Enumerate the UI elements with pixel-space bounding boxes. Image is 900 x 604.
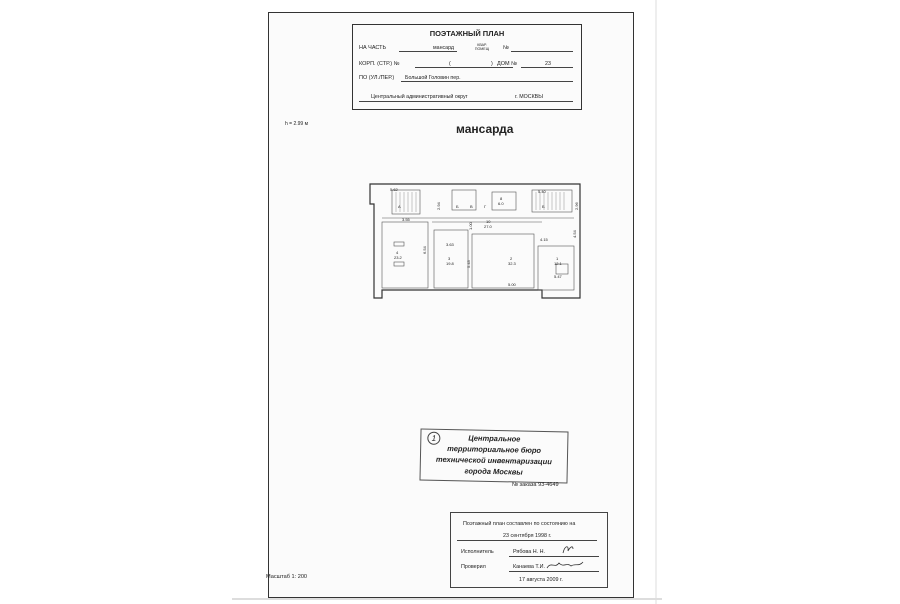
row3-value: Большой Головин пер. (405, 75, 461, 81)
row3-label: ПО (УЛ./ПЕР.) (359, 75, 395, 81)
row3-underline (401, 81, 573, 82)
room-2-outline (472, 234, 534, 288)
row2-dom-value: 23 (545, 61, 551, 67)
info-underline-1 (457, 540, 597, 541)
dim-label: 4.15 (540, 237, 548, 242)
room-8-area: 6.0 (498, 201, 504, 206)
room-1-area: 12.1 (554, 261, 562, 266)
row1-label: НА ЧАСТЬ (359, 45, 387, 51)
zone-letter: А (398, 204, 401, 209)
bti-stamp (419, 428, 568, 483)
info-date-2: 17 августа 2009 г. (519, 577, 563, 583)
dim-label: 4.54 (572, 230, 577, 238)
header-box (352, 24, 582, 110)
stamp-line-2: территориальное бюро (447, 444, 542, 455)
checked-name: Канаева Т.И. (513, 564, 545, 570)
stair-left (392, 190, 420, 214)
room-3-area: 19.8 (446, 261, 454, 266)
dim-label: 5.43 (466, 260, 471, 268)
radiator (394, 242, 404, 246)
executor-label: Исполнитель (461, 549, 494, 555)
row1-value: мансард (433, 45, 455, 51)
checked-label: Проверил (461, 564, 486, 570)
dim-label: 2.94 (436, 202, 441, 210)
zone-letter: Б (542, 204, 545, 209)
zone-letter: Г (484, 204, 487, 209)
dim-label: 6.54 (422, 246, 427, 254)
dim-label: 3.55 (402, 217, 410, 222)
room-4-outline (382, 222, 428, 288)
dim-label: 5.47 (554, 274, 562, 279)
floor-title: мансарда (456, 122, 514, 136)
room-2-area: 32.3 (508, 261, 516, 266)
row2-dom-underline (521, 67, 573, 68)
room-2-no: 2 (510, 256, 513, 261)
outer-wall (370, 184, 580, 298)
info-line-1: Поэтажный план составлен по состоянию на (463, 521, 576, 527)
dim-label: 5.62 (390, 187, 398, 192)
dim-label: 5.40 (538, 189, 546, 194)
info-date-1: 23 сентября 1998 г. (503, 533, 552, 539)
room-1-no: 1 (556, 256, 559, 261)
kvar-top: КВАР. (477, 43, 487, 47)
floor-plan-drawing (362, 178, 602, 308)
dim-label: 1.00 (468, 222, 473, 230)
row1-underline (399, 51, 457, 52)
order-number: № заказа 93-4649 (512, 482, 559, 488)
stamp-line-3: технической инвентаризации (435, 454, 552, 467)
executor-underline (509, 556, 599, 557)
ceiling-height: h = 2.99 м (285, 121, 309, 127)
kvar-bottom: ПОМЕЩ (474, 47, 490, 51)
dim-label: 3.63 (446, 242, 454, 247)
checked-underline (509, 571, 599, 572)
row2-paren-open: ( (449, 61, 451, 67)
info-box (450, 512, 608, 588)
dim-label: 2.96 (574, 202, 579, 210)
page-edge-shadow (655, 0, 657, 604)
stamp-line-4: города Москвы (464, 466, 523, 477)
executor-name: Рябова Н. Н. (513, 549, 545, 555)
row2-underline (415, 67, 513, 68)
row4-underline (359, 101, 573, 102)
scale-label: Масштаб 1: 200 (266, 574, 308, 580)
row1-no: № (503, 45, 509, 51)
room-8-no: 8 (500, 196, 503, 201)
header-title: ПОЭТАЖНЫЙ ПЛАН (429, 29, 505, 38)
executor-signature (561, 543, 575, 555)
room-3-outline (434, 230, 468, 288)
dim-label: 5.00 (508, 282, 516, 287)
row2-paren-close: ) (491, 61, 493, 67)
row4-value: Центральный административный округ (371, 94, 468, 100)
row1-no-underline (511, 51, 573, 52)
zone-letter: Б (456, 204, 459, 209)
row1-kvar (473, 43, 491, 51)
row2-dom: ДОМ № (497, 61, 518, 67)
room-3-no: 3 (448, 256, 451, 261)
checked-signature (545, 559, 585, 571)
room-8-outline (492, 192, 516, 210)
stamp-line-1: Центральное (468, 433, 521, 444)
room-10-area: 27.0 (484, 224, 492, 229)
room-4-no: 4 (396, 250, 399, 255)
zone-letter: В (470, 204, 473, 209)
stamp-number: 1 (427, 432, 440, 445)
room-4-area: 23.2 (394, 255, 402, 260)
room-10-no: 10 (486, 219, 491, 224)
radiator (394, 262, 404, 266)
row2-label: КОРП. (СТР.) № (359, 61, 400, 67)
page-bottom-edge (232, 598, 662, 600)
row4-city: г. МОСКВЫ (515, 94, 543, 100)
